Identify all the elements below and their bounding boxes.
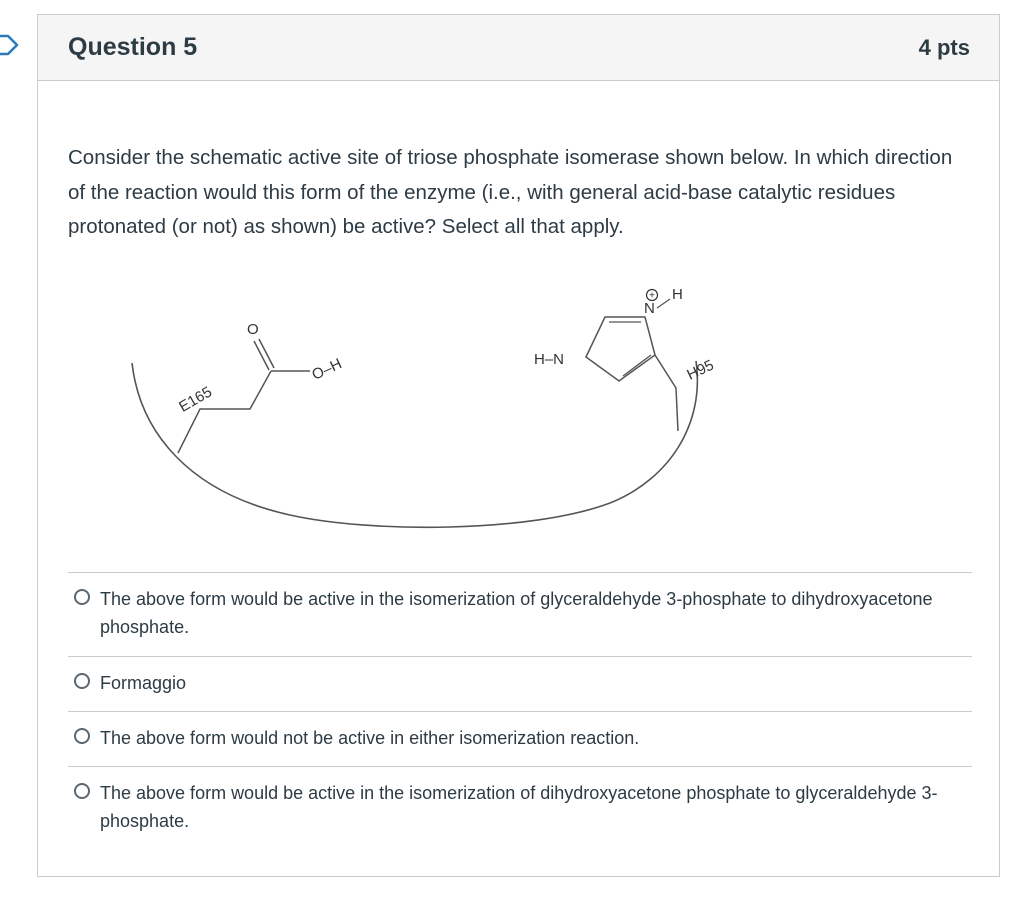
nh-bond	[657, 299, 670, 308]
answer-label-1: The above form would be active in the isomerization of glyceraldehyde 3-phosphate to dihydroxyacetone phosphate.	[100, 589, 933, 637]
radio-button-4[interactable]	[74, 783, 90, 799]
question-points: 4 pts	[918, 34, 970, 60]
answer-list	[68, 572, 972, 850]
answer-label-3: The above form would not be active in either isomerization reaction.	[100, 728, 640, 748]
hydroxyl-group: O–H	[309, 355, 345, 384]
answer-option-4[interactable]	[68, 766, 972, 850]
active-site-pocket	[132, 361, 697, 527]
amine-nh: H–N	[534, 351, 565, 368]
radio-button-1[interactable]	[74, 589, 90, 605]
question-prompt: Consider the schematic active site of triose phosphate isomerase shown below. In which direction of the reaction would this form of the enzyme (i.e., with general acid-base catalytic residues protonated (or not) as shown) be active? Select all that apply.	[68, 146, 953, 238]
answer-option-2[interactable]	[68, 656, 972, 711]
answer-option-3[interactable]	[68, 711, 972, 766]
answer-label-2: Formaggio	[100, 673, 187, 693]
active-site-diagram	[130, 283, 730, 535]
answer-label-4: The above form would be active in the isomerization of dihydroxyacetone phosphate to glyceraldehyde 3-phosphate.	[100, 783, 938, 831]
question-header	[38, 15, 999, 81]
glu-side-chain	[178, 371, 271, 453]
his-label: H95	[684, 356, 717, 384]
question-title: Question 5	[68, 33, 198, 61]
radio-button-3[interactable]	[74, 728, 90, 744]
imidazole-double-bond-2	[623, 355, 651, 376]
imidazole-ring	[586, 317, 655, 381]
imidazolium-nitrogen: N	[644, 300, 655, 317]
carbonyl-oxygen: O	[247, 321, 259, 338]
radio-button-2[interactable]	[74, 673, 90, 689]
glu-label: E165	[176, 383, 215, 416]
question-card	[37, 14, 1000, 877]
charge-symbol: +	[649, 290, 655, 302]
answer-option-1[interactable]	[68, 572, 972, 656]
his-side-chain	[655, 355, 678, 431]
imidazolium-hydrogen: H	[672, 286, 683, 303]
question-flag-icon[interactable]	[0, 34, 20, 56]
